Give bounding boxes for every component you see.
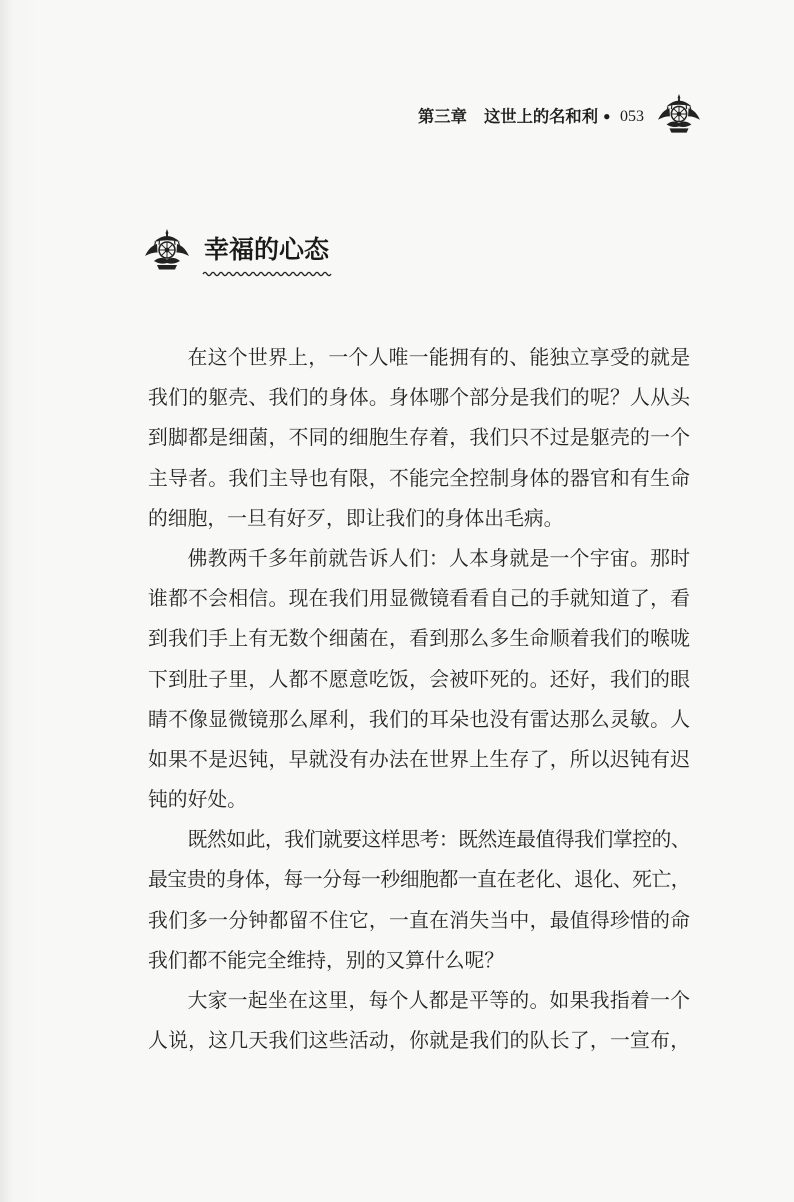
- text-line: 谁都不会相信。现在我们用显微镜看看自己的手就知道了，看: [148, 587, 690, 611]
- text-line: 的细胞，一旦有好歹，即让我们的身体出毛病。: [148, 506, 564, 530]
- text-line: 到我们手上有无数个细菌在，看到那么多生命顺着我们的喉咙: [148, 627, 690, 651]
- header-separator: •: [602, 108, 612, 126]
- paragraph: [148, 820, 690, 981]
- text-line: 钝的好处。: [148, 788, 247, 812]
- text-line: 如果不是迟钝，早就没有办法在世界上生存了，所以迟钝有迟: [148, 747, 690, 771]
- text-line: 主导者。我们主导也有限，不能完全控制身体的器官和有生命: [148, 466, 690, 490]
- auspicious-emblem-icon: [143, 228, 191, 272]
- text-line: 到脚都是细菌，不同的细胞生存着，我们只不过是躯壳的一个: [148, 426, 690, 450]
- text-line: 既然如此，我们就要这样思考：既然连最值得我们掌控的、: [187, 828, 690, 852]
- text-line: 在这个世界上，一个人唯一能拥有的、能独立享受的就是: [187, 346, 690, 369]
- chapter-title: 这世上的名和利: [484, 107, 598, 126]
- text-line: 我们多一分钟都留不住它，一直在消失当中，最值得珍惜的命: [148, 908, 690, 932]
- text-line: 睛不像显微镜那么犀利，我们的耳朵也没有雷达那么灵敏。人: [148, 707, 690, 731]
- body-text: [148, 338, 690, 1061]
- text-line: 我们都不能完全维持，别的又算什么呢？: [148, 948, 505, 972]
- paragraph: [148, 338, 690, 539]
- paragraph: [148, 539, 690, 820]
- text-line: 最宝贵的身体，每一分每一秒细胞都一直在老化、退化、死亡，: [148, 868, 690, 892]
- section-title: 幸福的心态: [204, 235, 330, 264]
- text-line: 下到肚子里，人都不愿意吃饭，会被吓死的。还好，我们的眼: [148, 667, 690, 691]
- title-wavy-underline: [202, 264, 334, 274]
- text-line: 人说，这几天我们这些活动，你就是我们的队长了，一宣布，: [148, 1029, 690, 1053]
- chapter-number: 第三章: [418, 107, 467, 126]
- auspicious-emblem-icon: [656, 93, 702, 135]
- text-line: 我们的躯壳、我们的身体。身体哪个部分是我们的呢？人从头: [148, 386, 690, 410]
- text-line: 佛教两千多年前就告诉人们：人本身就是一个宇宙。那时: [187, 546, 690, 570]
- paragraph: [148, 981, 690, 1061]
- text-line: 大家一起坐在这里，每个人都是平等的。如果我指着一个: [187, 989, 690, 1012]
- page-number: 053: [620, 108, 644, 125]
